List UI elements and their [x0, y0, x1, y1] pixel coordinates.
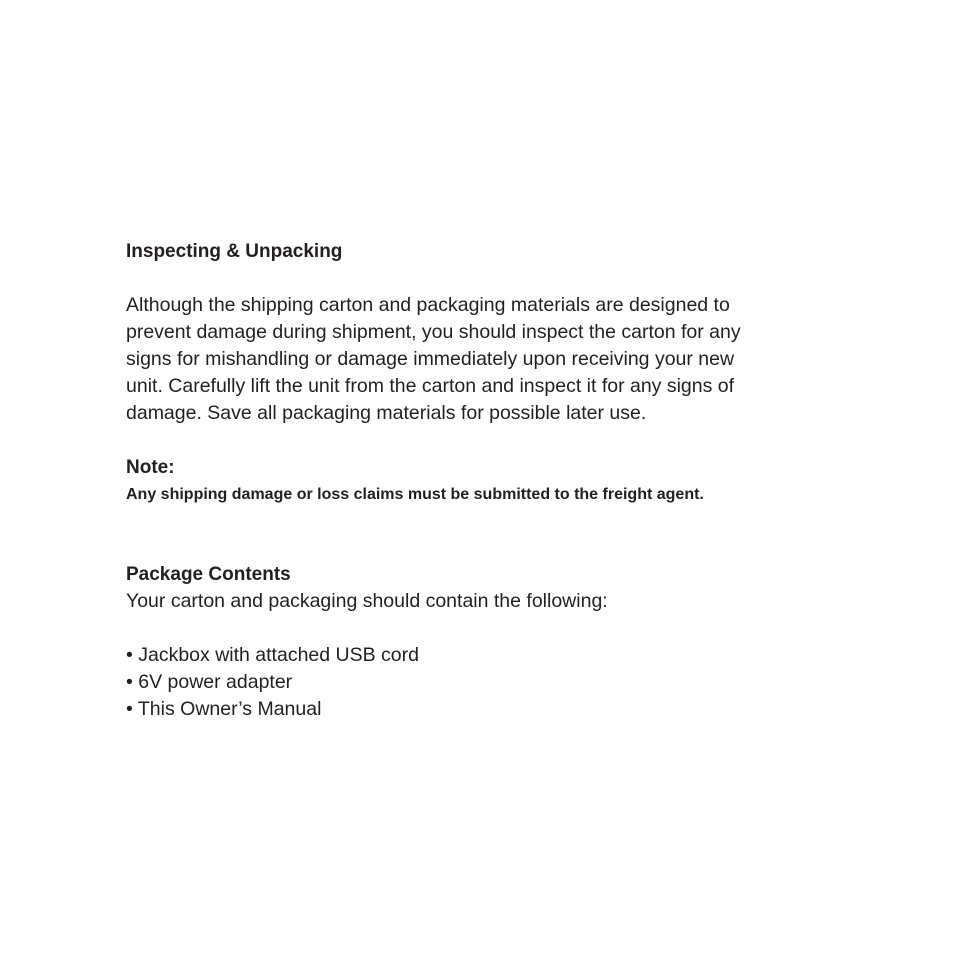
package-contents-heading: Package Contents — [126, 564, 291, 585]
spacer — [126, 265, 816, 292]
spacer — [126, 508, 816, 561]
note-heading: Note: — [126, 457, 175, 478]
list-item: • 6V power adapter — [126, 671, 293, 693]
package-contents-list — [126, 642, 816, 723]
package-contents-intro: Your carton and packaging should contain the following: — [126, 590, 608, 612]
list-item: • This Owner’s Manual — [126, 698, 322, 720]
spacer — [126, 615, 816, 642]
list-item: • Jackbox with attached USB cord — [126, 644, 419, 666]
manual-page — [126, 238, 816, 723]
inspecting-paragraph: Although the shipping carton and packaging materials are designed to prevent damage during shipment, you should inspect the carton for any signs for mishandling or damage immediately upon receiving your new unit. Carefully lift the unit from the carton and inspect it for any signs of damage. Save all packaging materials for possible later use. — [126, 294, 741, 424]
spacer — [126, 427, 816, 454]
note-text: Any shipping damage or loss claims must be submitted to the freight agent. — [126, 486, 704, 503]
inspecting-heading: Inspecting & Unpacking — [126, 241, 343, 262]
